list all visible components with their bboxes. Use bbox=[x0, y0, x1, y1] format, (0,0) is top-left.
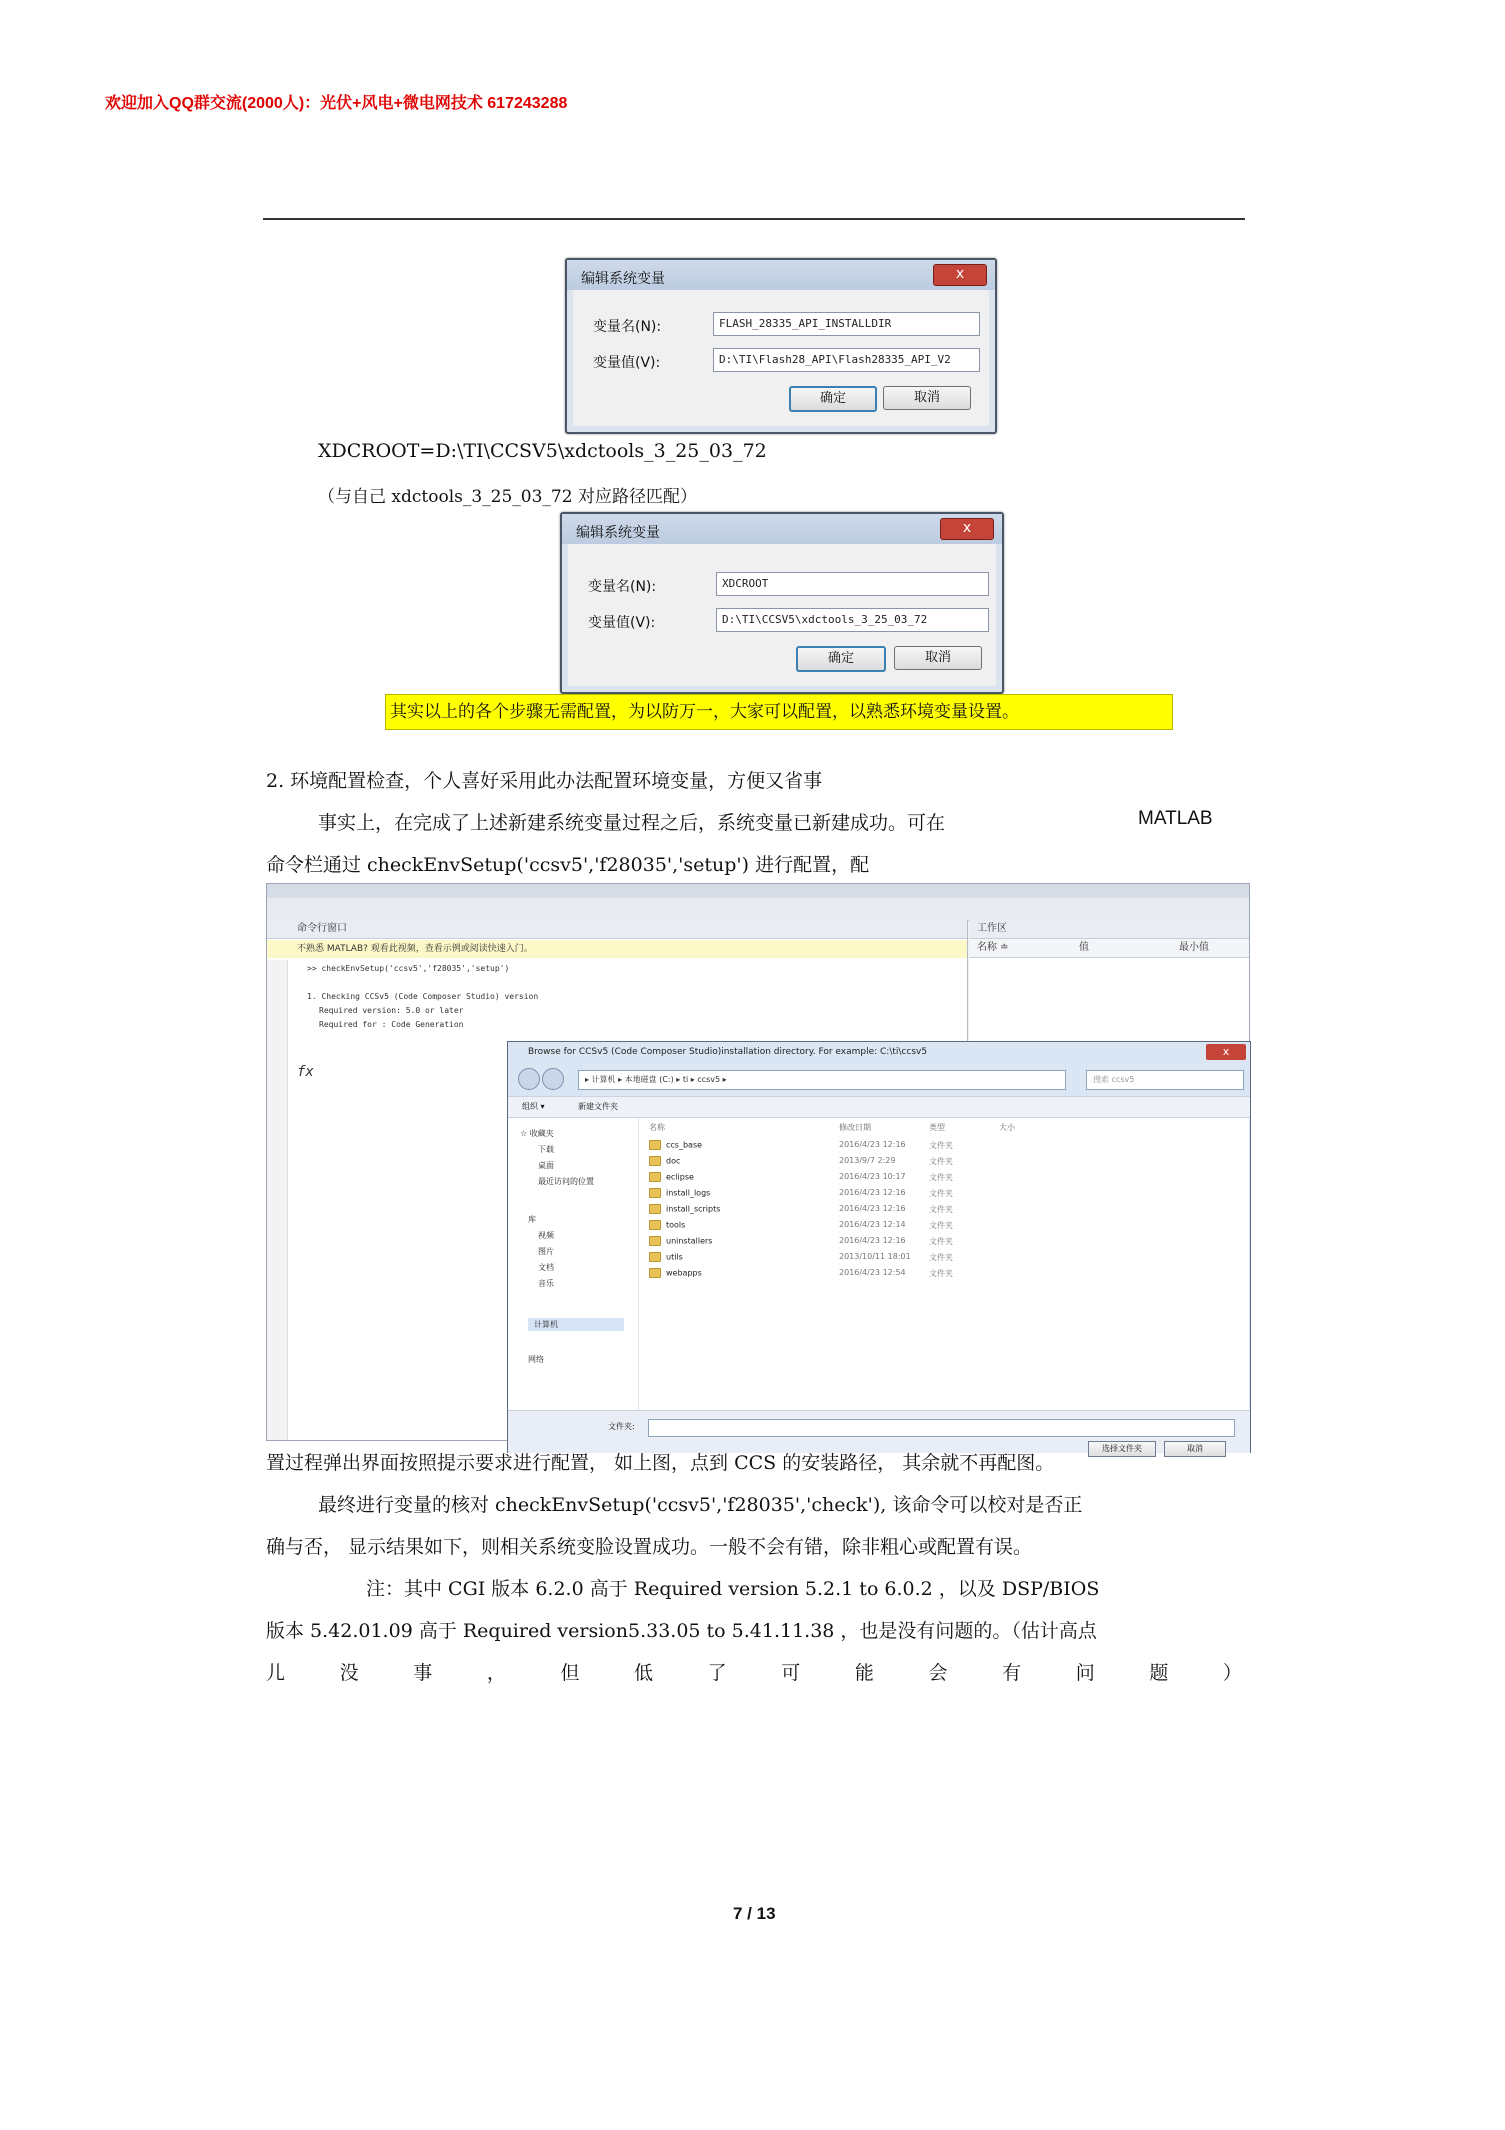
page-number: 7 / 13 bbox=[733, 1904, 776, 1923]
char: 儿 bbox=[266, 1662, 286, 1684]
char: 可 bbox=[781, 1662, 801, 1684]
para-line-7: 版本 5.42.01.09 高于 Required version5.33.05 to 5.41.11.38 ，也是没有问题的。（估计高点 bbox=[266, 1620, 1097, 1642]
file-date: 2016/4/23 12:54 bbox=[839, 1268, 906, 1277]
header-rule bbox=[263, 218, 1245, 220]
dialog-title: 编辑系统变量 bbox=[581, 271, 665, 287]
file-row[interactable] bbox=[639, 1204, 1249, 1220]
col-modified[interactable]: 修改日期 bbox=[839, 1123, 871, 1132]
note-text: 其实以上的各个步骤无需配置，为以防万一，大家可以配置，以熟悉环境变量设置。 bbox=[390, 702, 1019, 722]
dialog-body bbox=[568, 544, 996, 686]
matlab-screenshot bbox=[266, 883, 1250, 1453]
file-row[interactable] bbox=[639, 1220, 1249, 1236]
variable-value-field[interactable]: D:\TI\CCSV5\xdctools_3_25_03_72 bbox=[716, 608, 989, 632]
browse-dialog-title: Browse for CCSv5 (Code Composer Studio)installation directory. For example: C:\ti\ccsv5 bbox=[528, 1047, 928, 1057]
select-folder-button[interactable]: 选择文件夹 bbox=[1088, 1441, 1156, 1457]
matlab-intro-text: 不熟悉 MATLAB? 观看此视频，查看示例或阅读快速入门。 bbox=[297, 944, 533, 954]
char: 会 bbox=[928, 1662, 948, 1684]
search-input[interactable]: 搜索 ccsv5 bbox=[1086, 1070, 1244, 1090]
ws-col-value[interactable]: 值 bbox=[1079, 942, 1089, 953]
highlighted-note bbox=[385, 694, 1173, 730]
col-size[interactable]: 大小 bbox=[999, 1123, 1015, 1132]
variable-name-label: 变量名(N): bbox=[588, 579, 657, 595]
command-gutter bbox=[267, 960, 288, 1440]
file-date: 2016/4/23 12:14 bbox=[839, 1220, 906, 1229]
xdcroot-line: XDCROOT=D:\TI\CCSV5\xdctools_3_25_03_72 bbox=[318, 440, 767, 462]
char: 了 bbox=[707, 1662, 727, 1684]
file-type: 文件夹 bbox=[929, 1189, 953, 1198]
file-row[interactable] bbox=[639, 1156, 1249, 1172]
col-name[interactable]: 名称 bbox=[649, 1123, 665, 1132]
file-date: 2016/4/23 12:16 bbox=[839, 1140, 906, 1149]
qq-group-banner: 欢迎加入QQ群交流(2000人)：光伏+风电+微电网技术 617243288 bbox=[105, 95, 568, 112]
file-name: uninstallers bbox=[666, 1236, 713, 1246]
command-output-1: 1. Checking CCSv5 (Code Composer Studio) version bbox=[307, 992, 539, 1001]
file-date: 2013/9/7 2:29 bbox=[839, 1156, 896, 1165]
variable-name-field[interactable]: FLASH_28335_API_INSTALLDIR bbox=[713, 312, 980, 336]
file-type: 文件夹 bbox=[929, 1269, 953, 1278]
variable-value-label: 变量值(V): bbox=[588, 615, 656, 631]
file-row[interactable] bbox=[639, 1252, 1249, 1268]
file-type: 文件夹 bbox=[929, 1221, 953, 1230]
toolbar-row bbox=[267, 898, 1249, 921]
dialog-body bbox=[573, 290, 989, 426]
char: ） bbox=[1222, 1662, 1242, 1684]
workspace-title: 工作区 bbox=[977, 923, 1007, 934]
close-button[interactable]: x bbox=[1206, 1044, 1246, 1060]
folder-icon bbox=[649, 1220, 661, 1230]
file-date: 2016/4/23 12:16 bbox=[839, 1204, 906, 1213]
cancel-button[interactable]: 取消 bbox=[883, 386, 971, 410]
section-heading: 2. 环境配置检查，个人喜好采用此办法配置环境变量，方便又省事 bbox=[266, 770, 823, 792]
ok-button[interactable]: 确定 bbox=[796, 646, 886, 672]
folder-icon bbox=[649, 1188, 661, 1198]
navigation-pane bbox=[508, 1118, 639, 1410]
file-name: eclipse bbox=[666, 1172, 694, 1182]
ws-col-name[interactable]: 名称 ≐ bbox=[977, 942, 1009, 953]
file-date: 2016/4/23 10:17 bbox=[839, 1172, 906, 1181]
fx-icon: fx bbox=[297, 1064, 314, 1080]
folder-icon bbox=[649, 1268, 661, 1278]
para-line-5: 确与否， 显示结果如下，则相关系统变脸设置成功。一般不会有错，除非粗心或配置有误。 bbox=[266, 1536, 1033, 1558]
path-match-note: （与自己 xdctools_3_25_03_72 对应路径匹配） bbox=[318, 487, 697, 507]
command-prompt-line: >> checkEnvSetup('ccsv5','f28035','setup') bbox=[307, 964, 510, 973]
file-row[interactable] bbox=[639, 1268, 1249, 1284]
file-type: 文件夹 bbox=[929, 1237, 953, 1246]
matlab-intro-banner bbox=[267, 940, 967, 958]
char: 能 bbox=[854, 1662, 874, 1684]
folder-icon bbox=[649, 1236, 661, 1246]
file-name: tools bbox=[666, 1220, 686, 1230]
para-line-8 bbox=[266, 1658, 1242, 1685]
browse-folder-dialog bbox=[507, 1041, 1251, 1453]
char: ， bbox=[486, 1662, 506, 1684]
cancel-button[interactable]: 取消 bbox=[894, 646, 982, 670]
forward-arrow-icon[interactable] bbox=[542, 1068, 564, 1090]
nav-network[interactable]: 网络 bbox=[528, 1355, 544, 1364]
nav-favorites[interactable]: ☆ 收藏夹 bbox=[520, 1129, 554, 1138]
nav-computer[interactable]: 计算机 bbox=[528, 1318, 624, 1331]
folder-icon bbox=[649, 1156, 661, 1166]
nav-desktop[interactable]: 桌面 bbox=[538, 1161, 554, 1170]
para-line-3: 置过程弹出界面按照提示要求进行配置， 如上图，点到 CCS 的安装路径， 其余就不再配图。 bbox=[266, 1452, 1055, 1474]
organize-button[interactable]: 组织 ▾ bbox=[522, 1102, 545, 1111]
file-name: install_scripts bbox=[666, 1204, 721, 1214]
folder-icon bbox=[649, 1140, 661, 1150]
folder-icon bbox=[649, 1172, 661, 1182]
file-date: 2016/4/23 12:16 bbox=[839, 1188, 906, 1197]
close-button[interactable]: x bbox=[940, 518, 994, 540]
file-name: utils bbox=[666, 1252, 683, 1262]
command-window-header bbox=[267, 920, 967, 939]
char: 事 bbox=[413, 1662, 433, 1684]
folder-icon bbox=[649, 1204, 661, 1214]
file-type: 文件夹 bbox=[929, 1157, 953, 1166]
file-name: doc bbox=[666, 1156, 681, 1166]
nav-pictures[interactable]: 图片 bbox=[538, 1247, 554, 1256]
nav-recent-places[interactable]: 最近访问的位置 bbox=[538, 1177, 594, 1186]
address-bar[interactable]: ▸ 计算机 ▸ 本地磁盘 (C:) ▸ ti ▸ ccsv5 ▸ bbox=[578, 1070, 1066, 1090]
file-name: install_logs bbox=[666, 1188, 711, 1198]
para-line-1-matlab: MATLAB bbox=[1138, 808, 1213, 829]
col-type[interactable]: 类型 bbox=[929, 1123, 945, 1132]
file-row[interactable] bbox=[639, 1172, 1249, 1188]
command-output-3: Required for : Code Generation bbox=[319, 1020, 464, 1029]
folder-name-input[interactable] bbox=[648, 1419, 1235, 1437]
file-type: 文件夹 bbox=[929, 1205, 953, 1214]
ws-col-min[interactable]: 最小值 bbox=[1179, 942, 1209, 953]
variable-value-field[interactable]: D:\TI\Flash28_API\Flash28335_API_V2 bbox=[713, 348, 980, 372]
edit-system-variable-dialog-2 bbox=[560, 512, 1004, 694]
dialog-title: 编辑系统变量 bbox=[576, 525, 660, 541]
nav-music[interactable]: 音乐 bbox=[538, 1279, 554, 1288]
file-row[interactable] bbox=[639, 1188, 1249, 1204]
command-output-2: Required version: 5.0 or later bbox=[319, 1006, 464, 1015]
file-list bbox=[639, 1118, 1249, 1410]
nav-documents[interactable]: 文档 bbox=[538, 1263, 554, 1272]
ok-button[interactable]: 确定 bbox=[789, 386, 877, 412]
edit-system-variable-dialog-1 bbox=[565, 258, 997, 434]
file-date: 2016/4/23 12:16 bbox=[839, 1236, 906, 1245]
workspace-header bbox=[969, 920, 1249, 939]
para-line-6: 注：其中 CGI 版本 6.2.0 高于 Required version 5.2.1 to 6.0.2 ，以及 DSP/BIOS bbox=[366, 1578, 1100, 1600]
workspace-columns bbox=[969, 939, 1249, 958]
char: 低 bbox=[634, 1662, 654, 1684]
char: 问 bbox=[1075, 1662, 1095, 1684]
toolstrip bbox=[267, 884, 1249, 898]
char: 但 bbox=[560, 1662, 580, 1684]
variable-name-label: 变量名(N): bbox=[593, 319, 662, 335]
nav-downloads[interactable]: 下载 bbox=[538, 1145, 554, 1154]
para-line-2: 命令栏通过 checkEnvSetup('ccsv5','f28035','setup') 进行配置，配 bbox=[266, 854, 870, 876]
folder-icon bbox=[649, 1252, 661, 1262]
para-line-1: 事实上，在完成了上述新建系统变量过程之后，系统变量已新建成功。可在 bbox=[318, 812, 946, 834]
close-button[interactable]: x bbox=[933, 264, 987, 286]
browse-dialog-footer bbox=[508, 1410, 1250, 1453]
file-row[interactable] bbox=[639, 1236, 1249, 1252]
char: 有 bbox=[1002, 1662, 1022, 1684]
variable-value-label: 变量值(V): bbox=[593, 355, 661, 371]
char: 题 bbox=[1149, 1662, 1169, 1684]
nav-videos[interactable]: 视频 bbox=[538, 1231, 554, 1240]
command-window-title: 命令行窗口 bbox=[297, 923, 347, 934]
file-name: webapps bbox=[666, 1268, 702, 1278]
file-type: 文件夹 bbox=[929, 1173, 953, 1182]
nav-libraries[interactable]: 库 bbox=[528, 1215, 536, 1224]
browse-toolbar bbox=[508, 1096, 1250, 1118]
file-type: 文件夹 bbox=[929, 1141, 953, 1150]
file-type: 文件夹 bbox=[929, 1253, 953, 1262]
para-line-4: 最终进行变量的核对 checkEnvSetup('ccsv5','f28035','check'), 该命令可以校对是否正 bbox=[318, 1494, 1083, 1516]
file-name: ccs_base bbox=[666, 1140, 703, 1150]
new-folder-button[interactable]: 新建文件夹 bbox=[578, 1102, 618, 1111]
back-arrow-icon[interactable] bbox=[518, 1068, 540, 1090]
cancel-button[interactable]: 取消 bbox=[1164, 1441, 1226, 1457]
folder-label: 文件夹: bbox=[608, 1422, 635, 1431]
file-date: 2013/10/11 18:01 bbox=[839, 1252, 911, 1261]
file-row[interactable] bbox=[639, 1140, 1249, 1156]
variable-name-field[interactable]: XDCROOT bbox=[716, 572, 989, 596]
char: 没 bbox=[339, 1662, 359, 1684]
